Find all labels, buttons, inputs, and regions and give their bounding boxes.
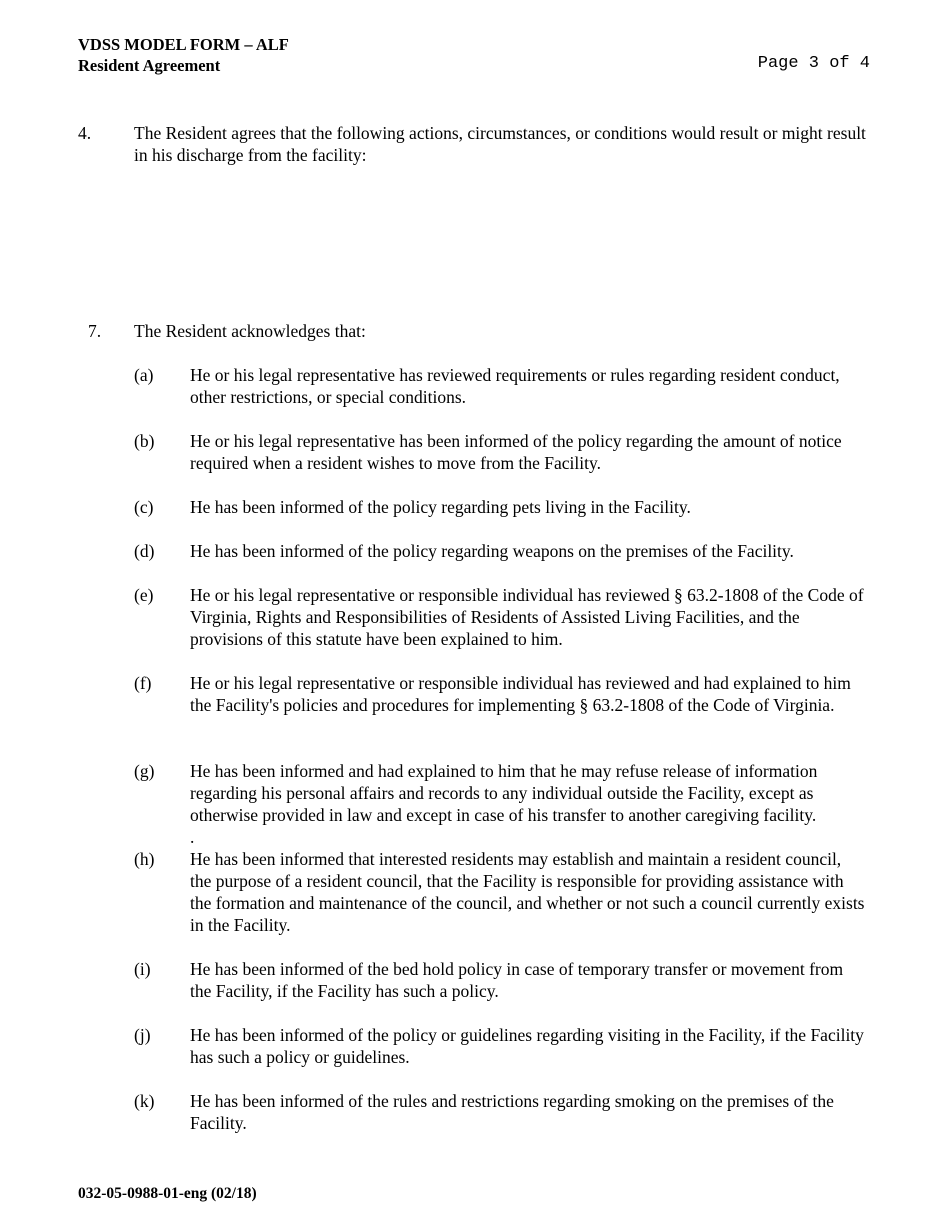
- list-item-letter: (d): [134, 541, 155, 561]
- list-item-text: He or his legal representative has been informed of the policy regarding the amount of notice required when a resident wishes to move from the Facility.: [190, 431, 842, 473]
- list-item-letter: (a): [134, 365, 154, 385]
- list-item-text: He has been informed of the bed hold policy in case of temporary transfer or movement from the Facility, if the Facility has such a policy.: [190, 959, 844, 1001]
- list-item-text: He has been informed of the rules and restrictions regarding smoking on the premises of the Facility.: [190, 1091, 834, 1133]
- list-item-letter: (c): [134, 497, 154, 517]
- form-number: 032-05-0988-01-eng (02/18): [78, 1185, 257, 1202]
- form-header: [78, 34, 289, 76]
- paragraph-7-intro: The Resident acknowledges that:: [134, 321, 366, 341]
- paragraph-7-number: 7.: [88, 321, 102, 341]
- list-item-text: He has been informed that interested residents may establish and maintain a resident council, the purpose of a resident council, that the Facility is responsible for providing assistance with the formation and maintenance of the council, and whether or not such a council currently exists in the Facility.: [190, 849, 865, 935]
- list-item-letter: (e): [134, 585, 154, 605]
- list-item-letter: (f): [134, 673, 152, 693]
- list-item-letter: (g): [134, 761, 155, 781]
- list-item-text: He has been informed of the policy or guidelines regarding visiting in the Facility, if the Facility has such a policy or guidelines.: [190, 1025, 864, 1067]
- list-item-text: He or his legal representative or responsible individual has reviewed and had explained to him the Facility's policies and procedures for implementing § 63.2-1808 of the Code of Virginia.: [190, 673, 851, 715]
- list-item-text: [190, 760, 865, 848]
- list-item-letter: (j): [134, 1025, 151, 1045]
- paragraph-4-number: 4.: [78, 123, 92, 143]
- form-subtitle: Resident Agreement: [78, 56, 221, 75]
- list-item-text: He or his legal representative has reviewed requirements or rules regarding resident conduct, other restrictions, or special conditions.: [190, 365, 840, 407]
- form-title: VDSS MODEL FORM – ALF: [78, 35, 289, 54]
- list-item-letter: (k): [134, 1091, 155, 1111]
- paragraph-4-text: The Resident agrees that the following actions, circumstances, or conditions would result or might result in his discharge from the facility:: [134, 123, 866, 165]
- list-item-text: He has been informed of the policy regarding weapons on the premises of the Facility.: [190, 541, 794, 561]
- list-item-text: He or his legal representative or responsible individual has reviewed § 63.2-1808 of the Code of Virginia, Rights and Responsibilities of Residents of Assisted Living Facilities, and the provisions of this statute have been explained to him.: [190, 585, 864, 649]
- trailing-mark: .: [190, 827, 195, 847]
- list-item-body: He has been informed and had explained to him that he may refuse release of information regarding his personal affairs and records to any individual outside the Facility, except as otherwise provided in law and except in case of his transfer to another caregiving facility.: [190, 761, 818, 825]
- list-item-letter: (i): [134, 959, 151, 979]
- list-item-letter: (b): [134, 431, 155, 451]
- list-item-letter: (h): [134, 849, 155, 869]
- list-item-text: He has been informed of the policy regarding pets living in the Facility.: [190, 497, 691, 517]
- page-indicator: Page 3 of 4: [757, 54, 870, 73]
